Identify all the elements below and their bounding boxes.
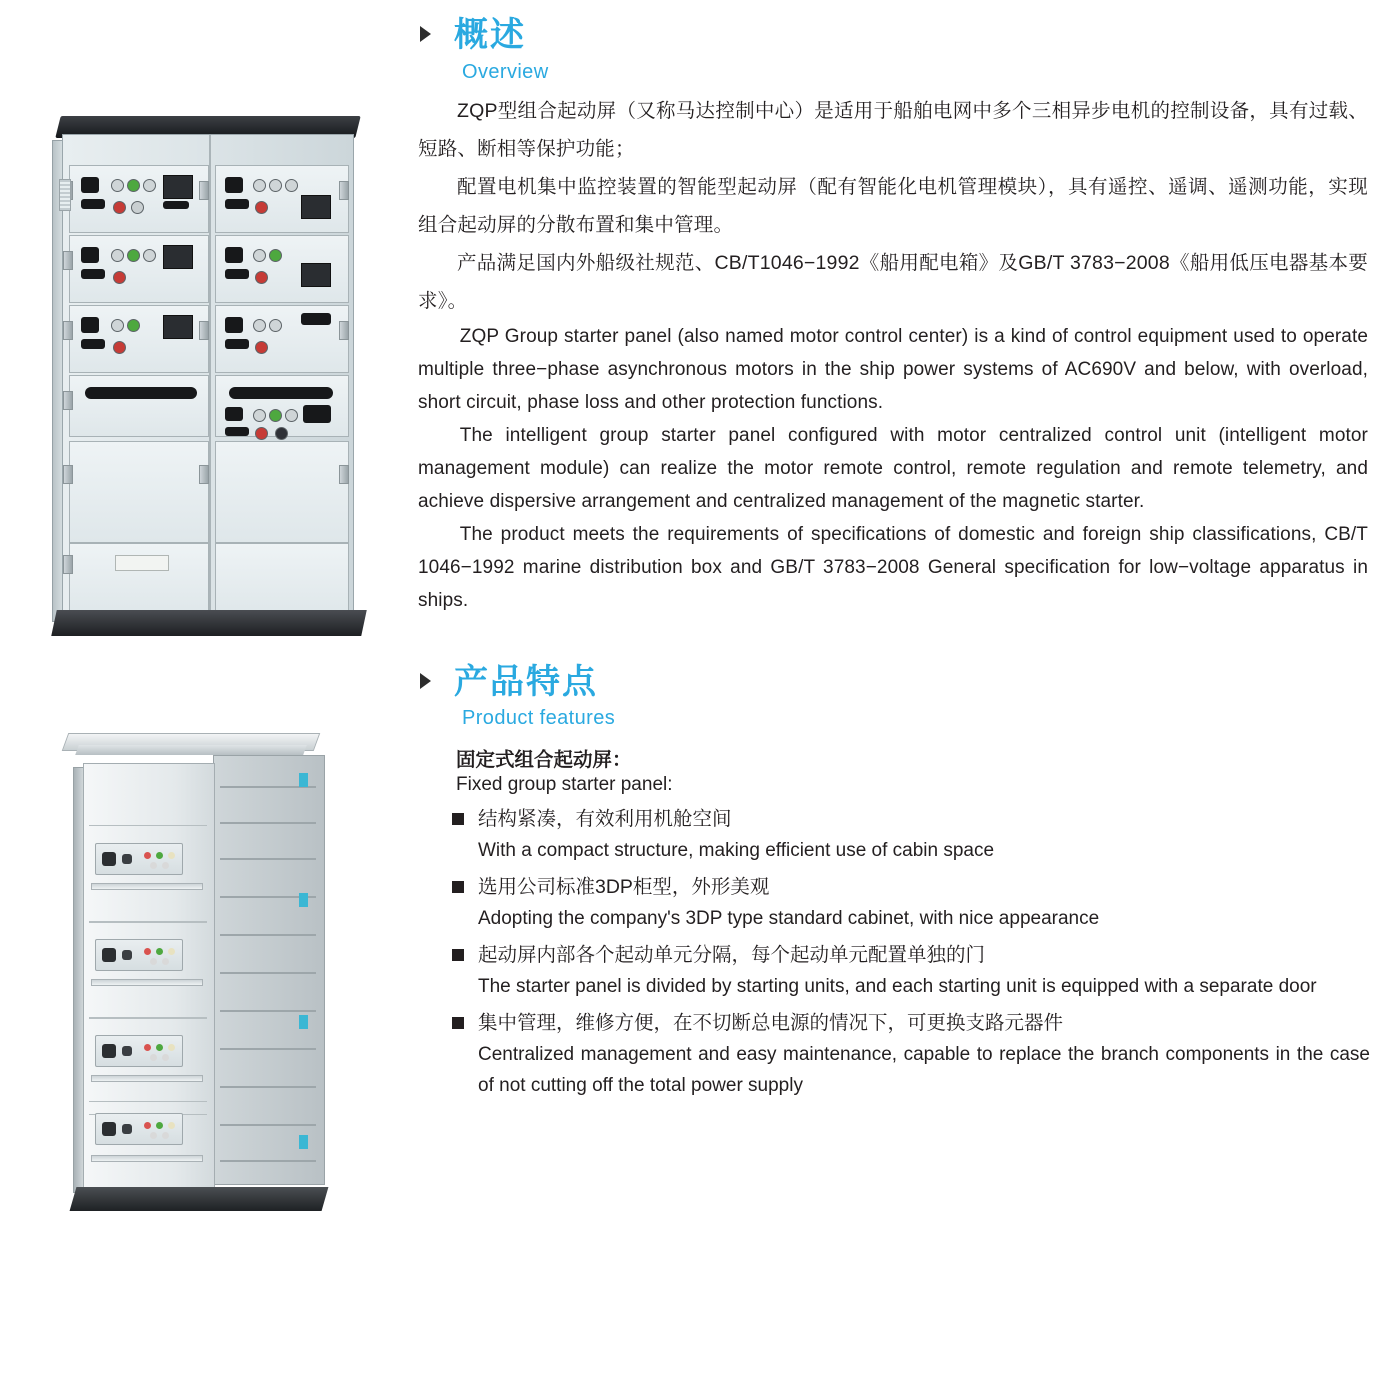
- selector-knob: [275, 427, 288, 440]
- overview-title-cn: 概述: [454, 16, 526, 54]
- unit-switch: [225, 339, 249, 349]
- door-seam: [91, 1075, 203, 1082]
- cabinet-front-face: [62, 134, 354, 616]
- indicator-lamp: [127, 249, 140, 262]
- side-marker: [299, 893, 308, 907]
- indicator-lamp: [162, 862, 169, 869]
- overview-body: [418, 92, 1378, 617]
- indicator-lamp: [144, 948, 151, 955]
- square-bullet-icon: [452, 949, 464, 961]
- indicator-lamp: [253, 409, 266, 422]
- indicator-lamp: [168, 1122, 175, 1129]
- features-subtitle-cn: 固定式组合起动屏：: [456, 749, 632, 771]
- indicator-lamp: [168, 852, 175, 859]
- indicator-lamp: [111, 319, 124, 332]
- indicator-lamp: [285, 179, 298, 192]
- indicator-lamp: [144, 852, 151, 859]
- feature-text-en: With a compact structure, making efficient use of cabin space: [478, 840, 995, 861]
- indicator-lamp: [253, 319, 266, 332]
- triangle-bullet-icon: [420, 673, 431, 689]
- switchboard-angled-photo: [55, 715, 375, 1245]
- selector-knob: [102, 1044, 116, 1058]
- triangle-bullet-icon: [420, 26, 431, 42]
- feature-text-cn: 起动屏内部各个起动单元分隔，每个起动单元配置单独的门: [478, 944, 986, 966]
- side-marker: [299, 1015, 308, 1029]
- unit-control-plate: [95, 939, 183, 971]
- nameplate: [115, 555, 169, 571]
- door-latch: [199, 465, 209, 484]
- side-seam: [220, 1086, 316, 1088]
- indicator-lamp: [285, 409, 298, 422]
- unit-display: [81, 247, 99, 263]
- door-latch: [339, 465, 349, 484]
- side-marker: [299, 1135, 308, 1149]
- text-column: [418, 0, 1378, 1379]
- indicator-lamp: [162, 958, 169, 965]
- list-item: [418, 1008, 1378, 1101]
- switchboard-front-photo: [40, 110, 370, 640]
- door-hinge: [63, 251, 73, 270]
- unit-label-plate: [163, 201, 189, 209]
- side-seam: [220, 1124, 316, 1126]
- indicator-lamp: [131, 201, 144, 214]
- unit-switch: [225, 269, 249, 279]
- indicator-lamp: [253, 179, 266, 192]
- indicator-lamp: [269, 179, 282, 192]
- overview-paragraph-cn: 产品满足国内外船级社规范、CB/T1046−1992《船用配电箱》及GB/T 3783−2008《船用低压电器基本要求》。: [418, 251, 1368, 312]
- indicator-lamp: [269, 409, 282, 422]
- unit-switch: [225, 199, 249, 209]
- indicator-lamp: [111, 249, 124, 262]
- selector-knob: [102, 1122, 116, 1136]
- door-latch: [199, 321, 209, 340]
- ammeter: [163, 315, 193, 339]
- feature-text-en: The starter panel is divided by starting units, and each starting unit is equipped with a separate door: [478, 976, 1317, 997]
- lower-door: [215, 441, 349, 543]
- indicator-lamp: [156, 1122, 163, 1129]
- unit-display: [225, 177, 243, 193]
- feature-text-cn: 集中管理，维修方便，在不切断总电源的情况下，可更换支路元器件: [478, 1012, 1064, 1034]
- side-seam: [220, 934, 316, 936]
- features-subtitle-en: Fixed group starter panel:: [456, 774, 673, 795]
- feature-text-cn: 结构紧凑，有效利用机舱空间: [478, 808, 732, 830]
- indicator-lamp: [144, 1122, 151, 1129]
- side-seam: [220, 1160, 316, 1162]
- features-section: [418, 661, 1378, 1102]
- lower-door: [69, 543, 209, 615]
- indicator-lamp: [255, 271, 268, 284]
- ammeter: [301, 195, 331, 219]
- indicator-lamp: [113, 341, 126, 354]
- list-item: [418, 940, 1378, 1002]
- indicator-lamp: [162, 1132, 169, 1139]
- door-hinge: [63, 555, 73, 574]
- indicator-lamp: [150, 862, 157, 869]
- features-heading: [418, 661, 1378, 704]
- unit-control-plate: [95, 843, 183, 875]
- overview-paragraph-cn: 配置电机集中监控装置的智能型起动屏（配有智能化电机管理模块），具有遥控、遥调、遥测功能，实现组合起动屏的分散布置和集中管理。: [418, 175, 1368, 236]
- indicator-lamp: [150, 958, 157, 965]
- door-latch: [339, 321, 349, 340]
- drawer-door: [69, 375, 209, 437]
- cabinet-roof-edge: [75, 745, 307, 755]
- feature-text-en: Centralized management and easy maintenance, capable to replace the branch components in the case of not cutting off the total power supply: [478, 1044, 1370, 1096]
- indicator-lamp: [269, 249, 282, 262]
- door-latch: [199, 181, 209, 200]
- overview-paragraph-cn: ZQP型组合起动屏（又称马达控制中心）是适用于船舶电网中多个三相异步电机的控制设备，具有过载、短路、断相等保护功能；: [418, 99, 1368, 160]
- unit-switch: [81, 269, 105, 279]
- side-seam: [220, 1010, 316, 1012]
- image-column: [0, 0, 400, 1379]
- door-hinge: [63, 465, 73, 484]
- side-seam: [220, 822, 316, 824]
- push-button: [122, 854, 132, 864]
- indicator-lamp: [156, 1044, 163, 1051]
- indicator-lamp: [168, 948, 175, 955]
- cabinet-base-plinth: [70, 1187, 329, 1211]
- indicator-lamp: [111, 179, 124, 192]
- indicator-lamp: [150, 1132, 157, 1139]
- push-button: [122, 950, 132, 960]
- indicator-lamp: [255, 427, 268, 440]
- unit-display: [225, 247, 243, 263]
- door-seam: [91, 979, 203, 986]
- indicator-lamp: [113, 271, 126, 284]
- indicator-lamp: [127, 319, 140, 332]
- ammeter: [301, 263, 331, 287]
- features-title-en: Product features: [462, 707, 616, 729]
- cabinet-side-panel: [213, 755, 325, 1185]
- selector-knob: [102, 948, 116, 962]
- lower-door: [69, 441, 209, 543]
- square-bullet-icon: [452, 813, 464, 825]
- unit-control-plate: [95, 1035, 183, 1067]
- side-marker: [299, 773, 308, 787]
- square-bullet-icon: [452, 881, 464, 893]
- unit-label-plate: [301, 313, 331, 325]
- indicator-lamp: [113, 201, 126, 214]
- overview-section: [418, 14, 1378, 617]
- feature-text-en: Adopting the company's 3DP type standard cabinet, with nice appearance: [478, 908, 1100, 929]
- features-title-cn: 产品特点: [454, 662, 598, 701]
- door-latch: [339, 181, 349, 200]
- door-seam: [91, 883, 203, 890]
- ammeter: [163, 245, 193, 269]
- indicator-lamp: [168, 1044, 175, 1051]
- feature-text-cn: 选用公司标准3DP柜型，外形美观: [478, 876, 770, 898]
- side-seam: [220, 858, 316, 860]
- indicator-lamp: [127, 179, 140, 192]
- unit-display: [81, 317, 99, 333]
- unit-display: [225, 407, 243, 421]
- list-item: [418, 804, 1378, 866]
- overview-heading: [418, 14, 1378, 57]
- indicator-lamp: [156, 948, 163, 955]
- indicator-lamp: [143, 179, 156, 192]
- door-hinge: [63, 391, 73, 410]
- ammeter: [163, 175, 193, 199]
- indicator-lamp: [255, 201, 268, 214]
- square-bullet-icon: [452, 1017, 464, 1029]
- cabinet-base-plinth: [51, 610, 367, 636]
- indicator-lamp: [269, 319, 282, 332]
- overview-paragraph-en: The intelligent group starter panel configured with motor centralized control unit (intelligent motor management module) can realize the motor remote control, remote regulation and remote telemetry, and achieve dispersive arrangement and centralized management of the magnetic starter.: [418, 424, 1368, 512]
- unit-switch: [225, 427, 249, 436]
- indicator-lamp: [144, 1044, 151, 1051]
- unit-switch: [81, 199, 105, 209]
- door-handle: [85, 387, 197, 399]
- overview-title-en: Overview: [462, 60, 549, 83]
- indicator-lamp: [255, 341, 268, 354]
- indicator-lamp: [162, 1054, 169, 1061]
- push-button: [122, 1046, 132, 1056]
- unit-display: [81, 177, 99, 193]
- push-button: [122, 1124, 132, 1134]
- cabinet-center-divider: [209, 135, 211, 615]
- lower-door: [215, 543, 349, 615]
- indicator-lamp: [253, 249, 266, 262]
- selector-knob: [102, 852, 116, 866]
- door-hinge: [63, 321, 73, 340]
- side-seam: [220, 972, 316, 974]
- indicator-lamp: [143, 249, 156, 262]
- unit-display: [225, 317, 243, 333]
- list-item: [418, 872, 1378, 934]
- unit-control-plate: [95, 1113, 183, 1145]
- features-list: [418, 804, 1378, 1101]
- door-handle: [229, 387, 333, 399]
- side-seam: [220, 1048, 316, 1050]
- ammeter: [303, 405, 331, 423]
- ventilation-grille: [59, 179, 71, 211]
- overview-paragraph-en: The product meets the requirements of specifications of domestic and foreign ship classifications, CB/T 1046−1992 marine distribution box and GB/T 3783−2008 General specification for low−voltage apparatus in ships.: [418, 523, 1368, 611]
- unit-switch: [81, 339, 105, 349]
- indicator-lamp: [150, 1054, 157, 1061]
- door-seam: [91, 1155, 203, 1162]
- overview-paragraph-en: ZQP Group starter panel (also named motor control center) is a kind of control equipment used to operate multiple three−phase asynchronous motors in the ship power systems of AC690V and below, with overload, short circuit, phase loss and other protection functions.: [418, 325, 1368, 413]
- indicator-lamp: [156, 852, 163, 859]
